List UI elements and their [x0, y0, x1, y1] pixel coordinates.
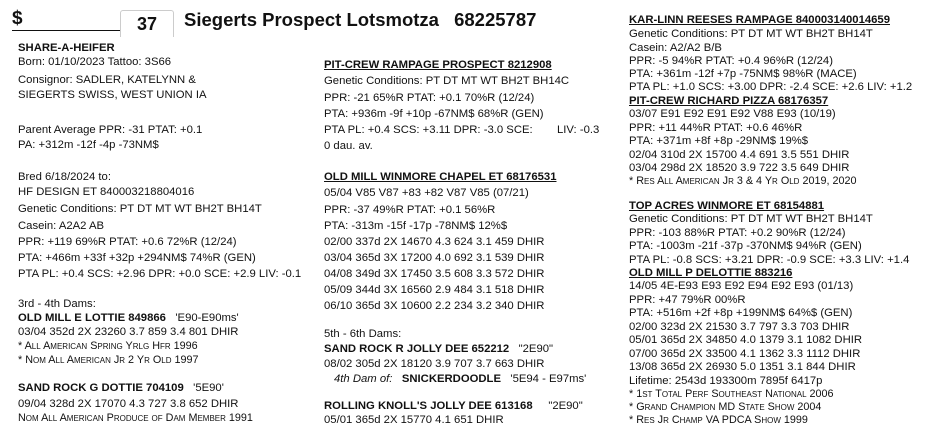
dam-record-5: 06/10 365d 3X 10600 2.2 234 3.2 340 DHIR — [324, 300, 545, 312]
service-sire-ppr: PPR: +119 69%R PTAT: +0.6 72%R (12/24) — [18, 236, 237, 248]
dams-dam-record-4: 13/08 365d 2X 26930 5.0 1351 3.1 844 DHIR — [629, 361, 856, 373]
dam-record-2: 03/04 365d 3X 17200 4.0 692 3.1 539 DHIR — [324, 252, 545, 264]
sires-dam-record-1: 02/04 310d 2X 15700 4.4 691 3.5 551 DHIR — [629, 149, 850, 161]
sires-dam-award: * Res All American Jr 3 & 4 Yr Old 2019, 2020 — [629, 175, 857, 187]
consignor-line-1: Consignor: SADLER, KATELYNN & — [18, 74, 196, 86]
dam-5-line — [324, 343, 553, 356]
dams-dam-record-3: 07/00 365d 2X 33500 4.1 1362 3.3 1112 DHIR — [629, 348, 861, 360]
sale-category: SHARE-A-HEIFER — [18, 42, 115, 54]
dam-5-of-name: SNICKERDOODLE — [401, 373, 501, 385]
sire-daughters: 0 dau. av. — [324, 140, 373, 152]
sires-sire-pta: PTA: +361m -12f +7p -75NM$ 98%R (MACE) — [629, 68, 857, 80]
sire-pta-pl: PTA PL: +0.4 SCS: +3.11 DPR: -3.0 SCE: — [324, 124, 533, 136]
sire-liv: LIV: -0.3 — [557, 124, 600, 136]
service-sire-pta: PTA: +466m +33f +32p +294NM$ 74%R (GEN) — [18, 252, 256, 264]
dams-sire-genetic: Genetic Conditions: PT DT MT WT BH2T BH14T — [629, 213, 873, 225]
dam-6-record: 05/01 365d 2X 15770 4.1 651 DHIR — [324, 414, 504, 426]
dams-sire-pta-pl: PTA PL: -0.8 SCS: +3.21 DPR: -0.9 SCE: +3.3 LIV: +1.4 — [629, 254, 910, 266]
sires-dam-record-2: 03/04 298d 2X 18520 3.9 722 3.5 649 DHIR — [629, 162, 850, 174]
dam-4-award: Nom All American Produce of Dam Member 1991 — [18, 412, 253, 424]
service-sire: HF DESIGN ET 840003218804016 — [18, 186, 195, 198]
sires-sire-genetic: Genetic Conditions: PT DT MT WT BH2T BH14T — [629, 28, 873, 40]
dam-3-record: 03/04 352d 2X 23260 3.7 859 3.4 801 DHIR — [18, 326, 239, 338]
dam-3-score: 'E90-E90ms' — [175, 312, 239, 324]
sire-ppr: PPR: -21 65%R PTAT: +0.1 70%R (12/24) — [324, 92, 535, 104]
dam-5-of-score: '5E94 - E97ms' — [510, 373, 587, 385]
dams-dam-classification: 14/05 4E-E93 E93 E92 E94 E92 E93 (01/13) — [629, 280, 854, 292]
dam-record-4: 05/09 344d 3X 16560 2.9 484 3.1 518 DHIR — [324, 284, 545, 296]
dam-3-award-2: * Nom All American Jr 2 Yr Old 1997 — [18, 354, 199, 366]
sire-pta: PTA: +936m -9f +10p -67NM$ 68%R (GEN) — [324, 108, 544, 120]
sires-dam-pta: PTA: +371m +8f +8p -29NM$ 19%$ — [629, 135, 809, 147]
dam-name: OLD MILL WINMORE CHAPEL ET 68176531 — [324, 171, 557, 183]
dams-dam-record-1: 02/00 323d 2X 21530 3.7 797 3.3 703 DHIR — [629, 321, 850, 333]
dams-sire-ppr: PPR: -103 88%R PTAT: +0.2 90%R (12/24) — [629, 227, 846, 239]
dams-dam-name: OLD MILL P DELOTTIE 883216 — [629, 267, 793, 279]
dam-4-name: SAND ROCK G DOTTIE 704109 — [18, 382, 184, 394]
sires-sire-ppr: PPR: -5 94%R PTAT: +0.4 96%R (12/24) — [629, 55, 833, 67]
dam-classification: 05/04 V85 V87 +83 +82 V87 V85 (07/21) — [324, 187, 529, 199]
sires-sire-pta-pl: PTA PL: +1.0 SCS: +3.00 DPR: -2.4 SCE: +2.6 LIV: +1.2 — [629, 81, 913, 93]
dam-ppr: PPR: -37 49%R PTAT: +0.1 56%R — [324, 204, 496, 216]
dam-4-line — [18, 382, 224, 395]
sires-dam-classification: 03/07 E91 E92 E91 E92 V88 E93 (10/19) — [629, 108, 836, 120]
sires-dam-ppr: PPR: +11 44%R PTAT: +0.6 46%R — [629, 122, 803, 134]
dams-dam-award-1: * 1st Total Perf Southeast National 2006 — [629, 388, 834, 400]
dam-5-record: 08/02 305d 2X 18120 3.9 707 3.7 663 DHIR — [324, 358, 545, 370]
dam-5-of-prefix: 4th Dam of: — [334, 373, 393, 385]
dam-6-line — [324, 400, 583, 413]
dam-4-score: '5E90' — [193, 382, 224, 394]
sires-dam-name: PIT-CREW RICHARD PIZZA 68176357 — [629, 95, 829, 107]
service-sire-pta-pl: PTA PL: +0.4 SCS: +2.96 DPR: +0.0 SCE: +2.9 LIV: -0.1 — [18, 268, 302, 280]
dam-5-name: SAND ROCK R JOLLY DEE 652212 — [324, 343, 510, 355]
parent-average-pta: PA: +312m -12f -4p -73NM$ — [18, 139, 159, 151]
dam-3-name: OLD MILL E LOTTIE 849866 — [18, 312, 166, 324]
price-dollar-sign: $ — [12, 8, 23, 29]
dams-dam-ppr: PPR: +47 79%R 00%R — [629, 294, 746, 306]
consignor-line-2: SIEGERTS SWISS, WEST UNION IA — [18, 89, 207, 101]
dam-6-score: "2E90" — [548, 400, 583, 412]
sires-sire-name: KAR-LINN REESES RAMPAGE 840003140014659 — [629, 14, 890, 26]
dam-3-award-1: * All American Spring Yrlg Hfr 1996 — [18, 340, 198, 352]
dam-5-of-line — [334, 373, 586, 386]
dam-3-line — [18, 312, 239, 325]
dams-dam-record-2: 05/01 365d 2X 34850 4.0 1379 3.1 1082 DHIR — [629, 334, 863, 346]
animal-registration: 68225787 — [454, 9, 537, 30]
dam-4-record: 09/04 328d 2X 17070 4.3 727 3.8 652 DHIR — [18, 398, 239, 410]
dams-dam-award-3: * Res Jr Champ VA PDCA Show 1999 — [629, 414, 808, 426]
dams-sire-name: TOP ACRES WINMORE ET 68154881 — [629, 200, 825, 212]
animal-name: Siegerts Prospect Lotsmotza — [184, 9, 439, 30]
dams-3-4-heading: 3rd - 4th Dams: — [18, 298, 96, 310]
sires-sire-casein: Casein: A2/A2 B/B — [629, 42, 722, 54]
service-sire-genetic: Genetic Conditions: PT DT MT WT BH2T BH14T — [18, 203, 262, 215]
dams-sire-pta: PTA: -1003m -21f -37p -370NM$ 94%R (GEN) — [629, 240, 862, 252]
dams-dam-pta: PTA: +516m +2f +8p +199NM$ 64%$ (GEN) — [629, 307, 853, 319]
bred-date: Bred 6/18/2024 to: — [18, 171, 111, 183]
dam-record-3: 04/08 349d 3X 17450 3.5 608 3.3 572 DHIR — [324, 268, 545, 280]
dam-6-name: ROLLING KNOLL'S JOLLY DEE 613168 — [324, 400, 533, 412]
dams-dam-award-2: * Grand Champion MD State Show 2004 — [629, 401, 822, 413]
dam-record-1: 02/00 337d 2X 14670 4.3 624 3.1 459 DHIR — [324, 236, 545, 248]
born-tattoo: Born: 01/10/2023 Tattoo: 3S66 — [18, 56, 172, 68]
sire-genetic: Genetic Conditions: PT DT MT WT BH2T BH14C — [324, 75, 570, 87]
lot-number-tab: 37 — [120, 10, 174, 37]
animal-title — [184, 9, 546, 31]
dams-5-6-heading: 5th - 6th Dams: — [324, 328, 402, 340]
price-blank-line — [12, 30, 120, 31]
service-sire-casein: Casein: A2A2 AB — [18, 220, 105, 232]
dam-5-score: "2E90" — [518, 343, 554, 355]
dams-dam-lifetime: Lifetime: 2543d 193300m 7895f 6417p — [629, 375, 823, 387]
parent-average-ppr: Parent Average PPR: -31 PTAT: +0.1 — [18, 124, 203, 136]
dam-pta: PTA: -313m -15f -17p -78NM$ 12%$ — [324, 220, 508, 232]
sire-name: PIT-CREW RAMPAGE PROSPECT 8212908 — [324, 59, 552, 71]
